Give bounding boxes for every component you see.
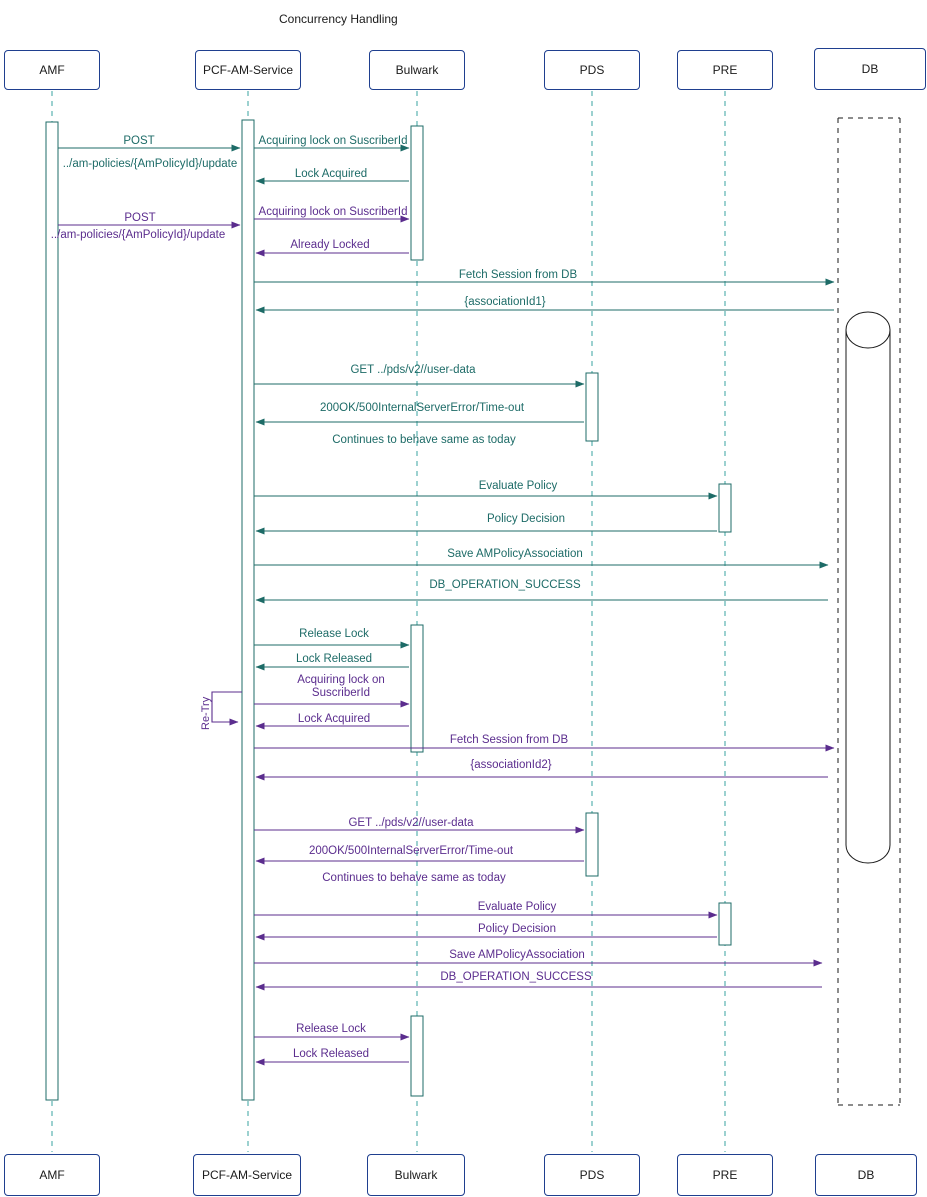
message-label-post-2: POST <box>124 212 156 224</box>
message-label-200ok-1: 200OK/500InternalServerError/Time-out <box>319 402 525 414</box>
participant-top-pcf-am-service[interactable]: PCF-AM-Service <box>195 50 301 90</box>
message-label-save-association-2: Save AMPolicyAssociation <box>449 949 585 961</box>
message-label-association-id-2: {associationId2} <box>470 759 552 771</box>
participant-top-bulwark[interactable]: Bulwark <box>369 50 465 90</box>
message-label-post-1: POST <box>123 135 155 147</box>
message-label-save-association-1: Save AMPolicyAssociation <box>447 548 583 560</box>
message-label-association-id-1: {associationId1} <box>464 296 546 308</box>
message-label-lock-acquired-2: Lock Acquired <box>297 713 371 725</box>
retry-label: Re-Try <box>200 696 212 730</box>
diagram-title: Concurrency Handling <box>279 12 398 26</box>
participant-bottom-pds[interactable]: PDS <box>544 1154 640 1196</box>
message-label-get-user-data-1: GET ../pds/v2//user-data <box>350 364 476 376</box>
message-label-200ok-2: 200OK/500InternalServerError/Time-out <box>308 845 514 857</box>
message-label-release-lock-1: Release Lock <box>299 628 369 640</box>
participant-bottom-pcf-am-service[interactable]: PCF-AM-Service <box>193 1154 301 1196</box>
message-label-lock-acquired-1: Lock Acquired <box>294 168 368 180</box>
message-label-evaluate-policy-1: Evaluate Policy <box>478 480 558 492</box>
message-label-evaluate-policy-2: Evaluate Policy <box>477 901 557 913</box>
message-label-policy-decision-2: Policy Decision <box>478 923 556 935</box>
message-label-am-policies-update-1: ../am-policies/{AmPolicyId}/update <box>62 158 238 170</box>
message-label-acquiring-lock-2: Acquiring lock on SuscriberId <box>258 206 408 218</box>
message-label-db-success-1: DB_OPERATION_SUCCESS <box>429 579 581 591</box>
message-label-release-lock-2: Release Lock <box>296 1023 366 1035</box>
message-label-policy-decision-1: Policy Decision <box>487 513 565 525</box>
message-label-continues-same-1: Continues to behave same as today <box>332 434 516 446</box>
message-label-get-user-data-2: GET ../pds/v2//user-data <box>348 817 474 829</box>
participant-bottom-bulwark[interactable]: Bulwark <box>367 1154 465 1196</box>
message-label-fetch-session-1: Fetch Session from DB <box>458 269 578 281</box>
message-label-continues-same-2: Continues to behave same as today <box>322 872 506 884</box>
message-label-fetch-session-2: Fetch Session from DB <box>449 734 569 746</box>
participant-bottom-db[interactable]: DB <box>815 1154 917 1196</box>
db-cylinder <box>846 312 890 863</box>
participant-top-pre[interactable]: PRE <box>677 50 773 90</box>
message-label-acquiring-lock-3: Acquiring lock on SuscriberId <box>297 674 385 699</box>
message-label-am-policies-update-2: ../am-policies/{AmPolicyId}/update <box>50 229 226 241</box>
message-label-lock-released-2: Lock Released <box>292 1048 370 1060</box>
message-label-acquiring-lock-1: Acquiring lock on SuscriberId <box>258 135 408 147</box>
participant-bottom-amf[interactable]: AMF <box>4 1154 100 1196</box>
message-label-lock-released-1: Lock Released <box>295 653 373 665</box>
participant-bottom-pre[interactable]: PRE <box>677 1154 773 1196</box>
participant-top-pds[interactable]: PDS <box>544 50 640 90</box>
message-label-already-locked: Already Locked <box>290 239 370 251</box>
message-label-db-success-2: DB_OPERATION_SUCCESS <box>440 971 592 983</box>
participant-top-amf[interactable]: AMF <box>4 50 100 90</box>
participant-top-db[interactable]: DB <box>814 48 926 90</box>
